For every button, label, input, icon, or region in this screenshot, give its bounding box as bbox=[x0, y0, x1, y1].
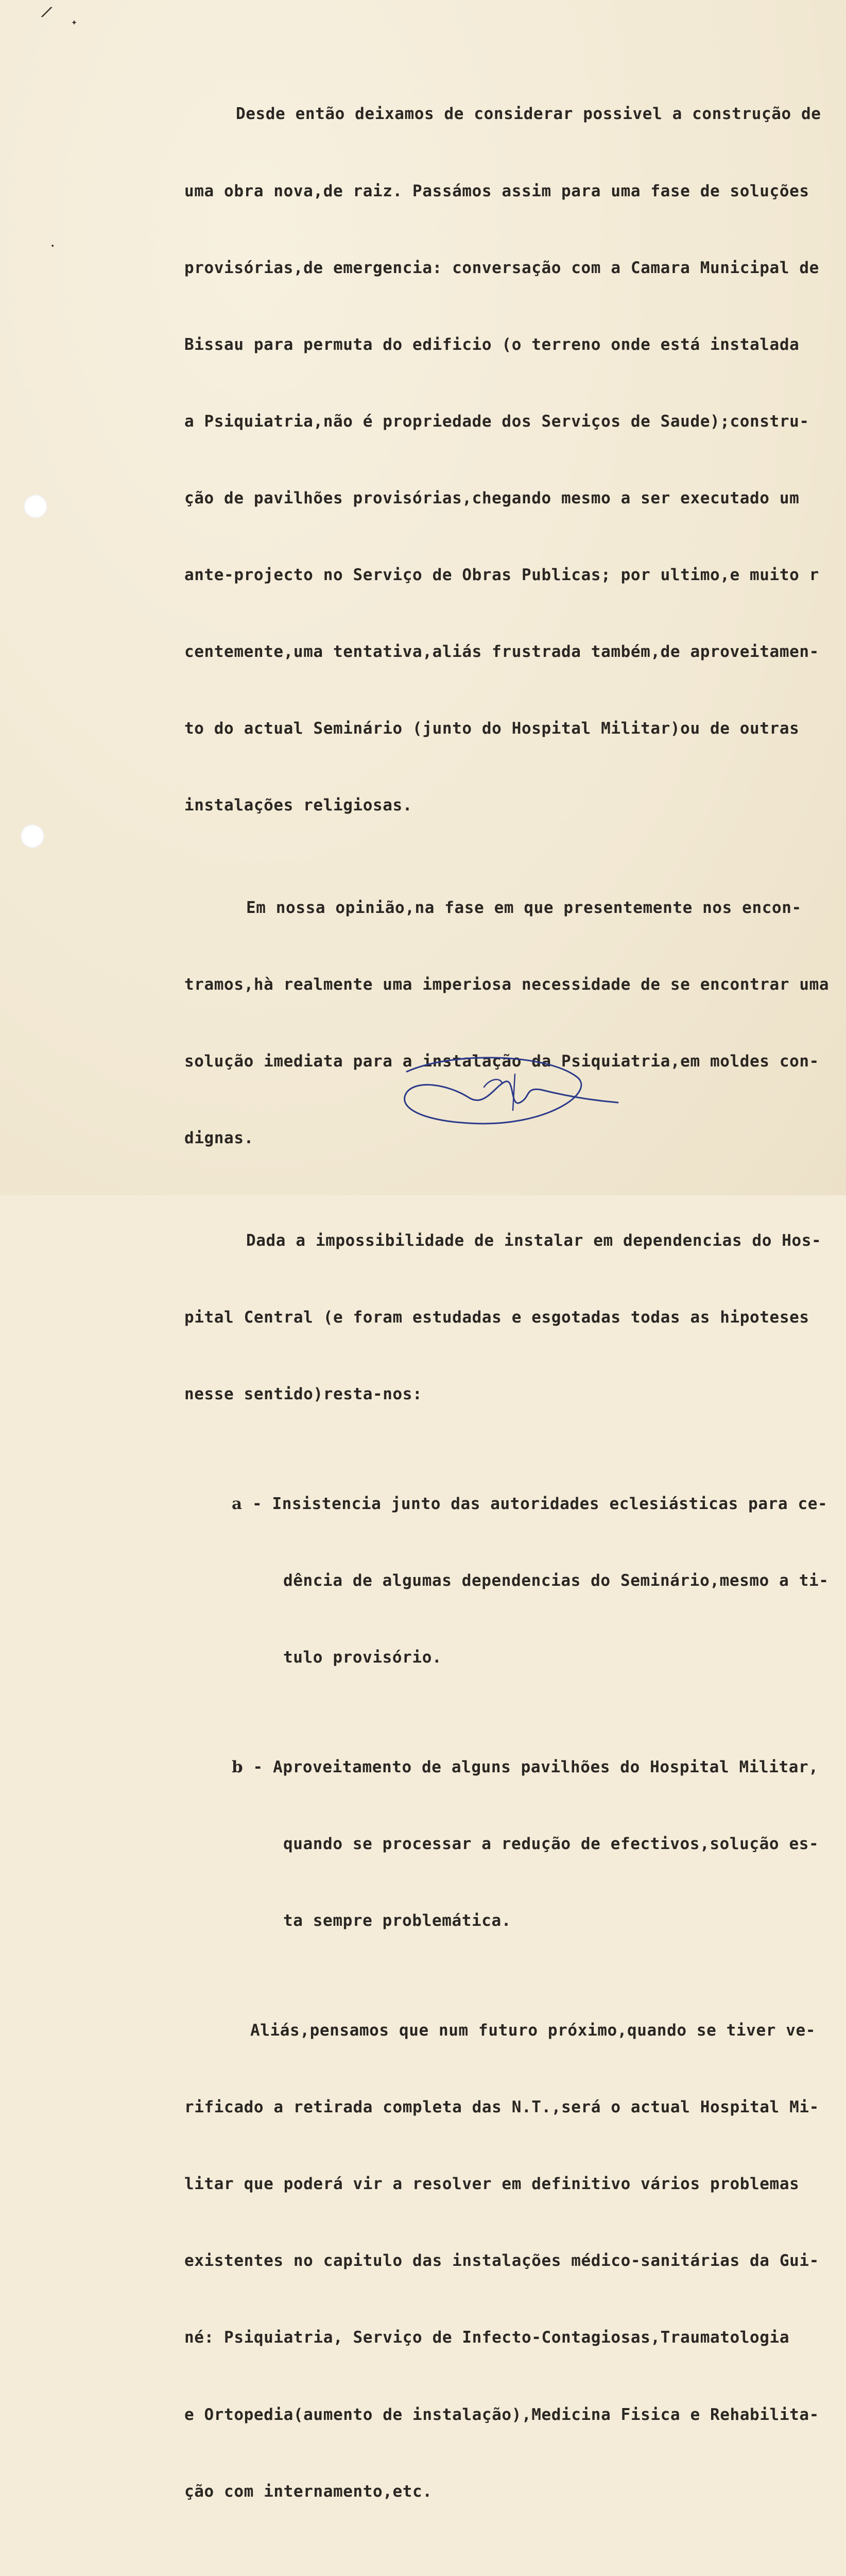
ink-dot: ✦ bbox=[71, 15, 78, 28]
list-item-a-line: dência de algumas dependencias do Seminário,mesmo a ti- bbox=[283, 1571, 829, 1590]
p1-line: ção de pavilhões provisórias,chegando mesmo a ser executado um bbox=[184, 488, 800, 507]
p2-line: dignas. bbox=[184, 1129, 254, 1148]
p1-line: provisórias,de emergencia: conversação com a Camara Municipal de bbox=[184, 258, 819, 277]
p1-line: ante-projecto no Serviço de Obras Publicas; por ultimo,e muito r bbox=[184, 565, 819, 584]
p4-line: Aliás,pensamos que num futuro próximo,quando se tiver ve- bbox=[250, 2021, 816, 2040]
list-item-a: a - Insistencia junto das autoridades eclesiásticas para ce- bbox=[232, 1495, 828, 1514]
handwritten-signature bbox=[391, 1051, 633, 1149]
p4-line: existentes no capitulo das instalações médico-sanitárias da Gui- bbox=[184, 2251, 819, 2270]
list-letter: b bbox=[232, 1758, 244, 1777]
p1-line: a Psiquiatria,não é propriedade dos Serviços de Saude);constru- bbox=[184, 412, 809, 431]
p4-line: e Ortopedia(aumento de instalação),Medicina Fisica e Rehabilita- bbox=[184, 2405, 819, 2424]
p2-line: tramos,hà realmente uma imperiosa necessidade de se encontrar uma bbox=[184, 975, 830, 994]
p4-line: litar que poderá vir a resolver em definitivo vários problemas bbox=[184, 2175, 800, 2194]
list-item-text: Insistencia junto das autoridades eclesiásticas para ce- bbox=[272, 1495, 828, 1514]
list-item-b-line: quando se processar a redução de efectivos,solução es- bbox=[283, 1835, 819, 1854]
list-item-a-line: tulo provisório. bbox=[283, 1648, 442, 1667]
p4-line: né: Psiquiatria, Serviço de Infecto-Contagiosas,Traumatologia bbox=[184, 2328, 790, 2347]
list-item-b: b - Aproveitamento de alguns pavilhões do Hospital Militar, bbox=[232, 1758, 819, 1777]
list-item-text: Aproveitamento de alguns pavilhões do Hospital Militar, bbox=[273, 1758, 819, 1777]
list-item-b-line: ta sempre problemática. bbox=[283, 1911, 512, 1930]
punch-hole-top bbox=[24, 495, 47, 518]
punch-hole-bottom bbox=[21, 824, 44, 848]
p1-line: to do actual Seminário (junto do Hospital Militar)ou de outras bbox=[184, 719, 800, 738]
p3-line: Dada a impossibilidade de instalar em dependencias do Hos- bbox=[246, 1231, 822, 1250]
p3-line: nesse sentido)resta-nos: bbox=[184, 1385, 423, 1404]
p1-line: instalações religiosas. bbox=[184, 796, 413, 815]
pen-mark: / bbox=[39, 2, 55, 23]
list-letter: a bbox=[232, 1495, 243, 1514]
p3-line: pital Central (e foram estudadas e esgotadas todas as hipoteses bbox=[184, 1308, 809, 1327]
p2-line: Em nossa opinião,na fase em que presentemente nos encon- bbox=[246, 899, 802, 918]
p1-line: Bissau para permuta do edificio (o terreno onde está instalada bbox=[184, 335, 800, 354]
p2-line: solução imediata para a instalação da Psiquiatria,em moldes con- bbox=[184, 1052, 819, 1071]
p1-line: centemente,uma tentativa,aliás frustrada também,de aproveitamen- bbox=[184, 642, 819, 662]
p4-line: ção com internamento,etc. bbox=[184, 2482, 433, 2501]
p4-line: rificado a retirada completa das N.T.,será o actual Hospital Mi- bbox=[184, 2098, 819, 2117]
letter-body bbox=[184, 50, 846, 2576]
ink-dot: • bbox=[50, 242, 55, 250]
p1-line: Desde então deixamos de considerar possivel a construção de bbox=[236, 105, 821, 124]
p1-line: uma obra nova,de raiz. Passámos assim para uma fase de soluções bbox=[184, 181, 809, 200]
